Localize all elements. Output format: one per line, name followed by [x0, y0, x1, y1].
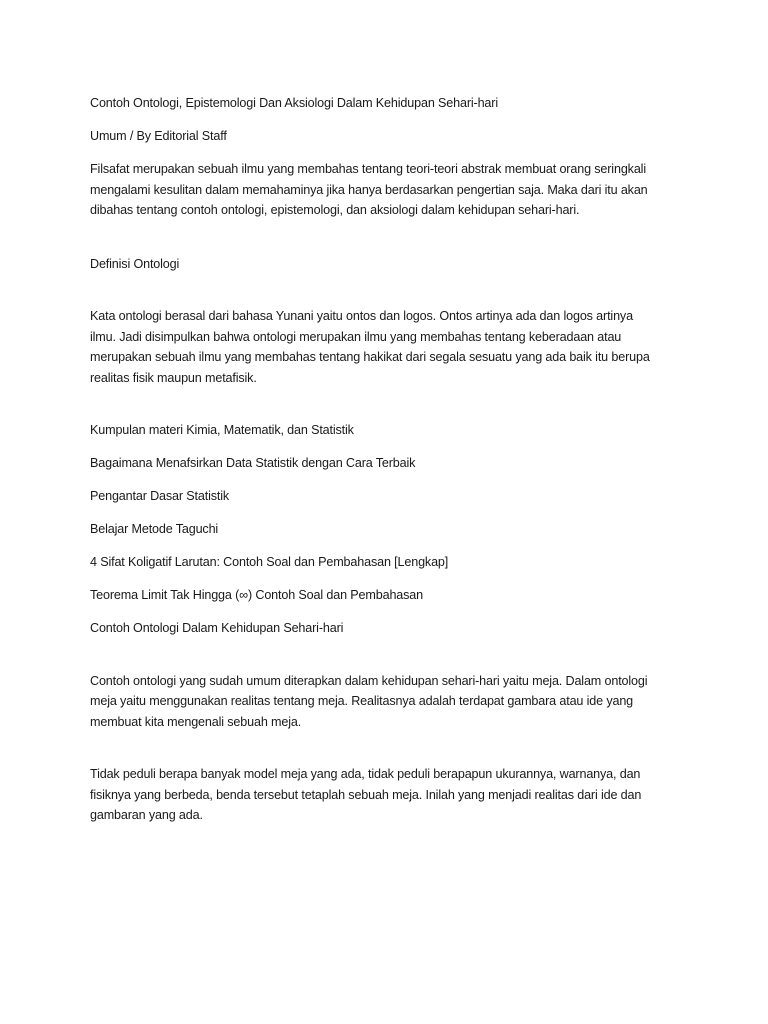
definisi-heading: Definisi Ontologi	[90, 256, 180, 271]
final-line: gambaran yang ada.	[90, 808, 203, 822]
related-link: 4 Sifat Koligatif Larutan: Contoh Soal dan Pembahasan [Lengkap]	[90, 555, 449, 569]
related-link: Pengantar Dasar Statistik	[90, 489, 230, 503]
definisi-line: Kata ontologi berasal dari bahasa Yunani yaitu ontos dan logos. Ontos artinya ada dan logos artinya	[90, 309, 633, 323]
definisi-paragraph	[90, 306, 680, 388]
document-meta: Umum / By Editorial Staff	[90, 129, 227, 143]
final-paragraph	[90, 764, 680, 826]
related-links-list	[90, 420, 680, 606]
final-line: fisiknya yang berbeda, benda tersebut tetaplah sebuah meja. Inilah yang menjadi realitas dari ide dan	[90, 787, 642, 802]
contoh-heading: Contoh Ontologi Dalam Kehidupan Sehari-hari	[90, 621, 344, 635]
definisi-line: ilmu. Jadi disimpulkan bahwa ontologi merupakan ilmu yang membahas tentang keberadaan atau	[90, 329, 622, 344]
contoh-line: Contoh ontologi yang sudah umum diterapkan dalam kehidupan sehari-hari yaitu meja. Dalam ontologi	[90, 673, 648, 688]
intro-line: dibahas tentang contoh ontologi, epistemologi, dan aksiologi dalam kehidupan sehari-hari.	[90, 203, 580, 217]
related-link: Bagaimana Menafsirkan Data Statistik dengan Cara Terbaik	[90, 456, 416, 470]
contoh-line: meja yaitu menggunakan realitas tentang meja. Realitasnya adalah terdapat gambara atau ide yang	[90, 694, 634, 708]
final-line: Tidak peduli berapa banyak model meja yang ada, tidak peduli berapapun ukurannya, warnanya, dan	[90, 767, 641, 781]
definisi-line: merupakan sebuah ilmu yang membahas tentang hakikat dari segala sesuatu yang ada baik itu berupa	[90, 350, 650, 364]
intro-line: Filsafat merupakan sebuah ilmu yang membahas tentang teori-teori abstrak membuat orang seringkali	[90, 162, 646, 176]
contoh-line: membuat kita mengenali sebuah meja.	[90, 714, 302, 729]
definisi-line: realitas fisik maupun metafisik.	[90, 370, 257, 385]
related-link: Teorema Limit Tak Hingga (∞) Contoh Soal dan Pembahasan	[90, 588, 424, 602]
contoh-paragraph	[90, 671, 680, 733]
intro-line: mengalami kesulitan dalam memahaminya jika hanya berdasarkan pengertian saja. Maka dari itu akan	[90, 182, 648, 197]
related-link: Kumpulan materi Kimia, Matematik, dan Statistik	[90, 423, 354, 437]
document-title: Contoh Ontologi, Epistemologi Dan Aksiologi Dalam Kehidupan Sehari-hari	[90, 96, 498, 110]
document-body	[90, 93, 680, 826]
intro-paragraph	[90, 159, 680, 221]
related-link: Belajar Metode Taguchi	[90, 522, 219, 536]
